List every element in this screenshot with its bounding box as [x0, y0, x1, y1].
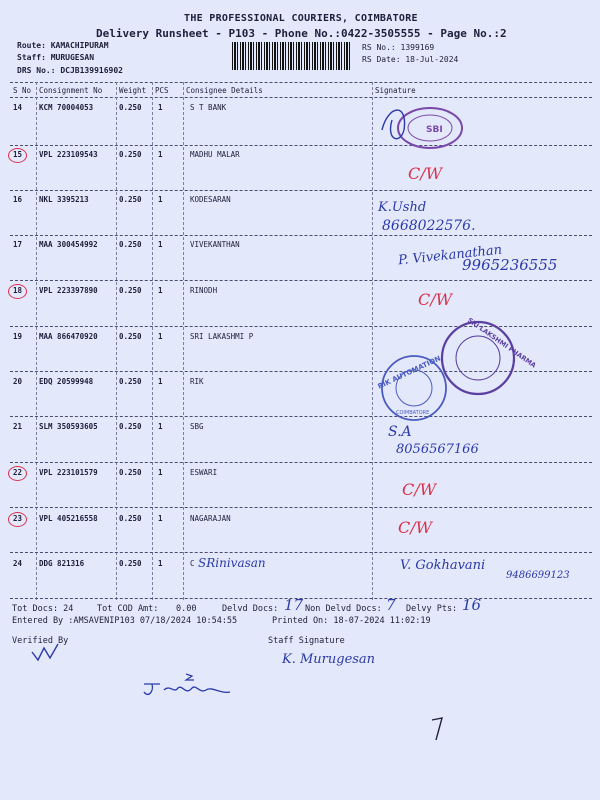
entered-by: Entered By :AMSAVENIP103 07/18/2024 10:54:55 — [12, 616, 238, 626]
row-weight: 0.250 — [119, 514, 142, 523]
red-circle-mark — [8, 512, 27, 527]
row-consignment: VPL 223101579 — [39, 468, 98, 477]
sri-lakshmi-stamp-text: SRI LAKSHMI PHARMA — [466, 316, 538, 370]
handwritten-name: SRinivasan — [198, 556, 266, 570]
table-row — [0, 286, 600, 298]
handwritten-cw: C/W — [398, 518, 433, 537]
verifier-initials — [28, 640, 68, 666]
table-row — [0, 422, 600, 434]
row-consignee: NAGARAJAN — [190, 514, 231, 523]
handwritten-cw: C/W — [408, 164, 443, 183]
handwritten-mark — [428, 714, 448, 744]
company-title: THE PROFESSIONAL COURIERS, COIMBATORE — [184, 13, 418, 24]
row-rule — [10, 235, 592, 236]
row-consignment: SLM 350593605 — [39, 422, 98, 431]
row-consignee: MADHU MALAR — [190, 150, 240, 159]
row-consignment: MAA 866470920 — [39, 332, 98, 341]
row-consignment: MAA 300454992 — [39, 240, 98, 249]
handwritten-phone: 9486699123 — [506, 570, 570, 581]
handwritten-phone: 9965236555 — [462, 256, 558, 274]
row-rule — [10, 462, 592, 463]
row-weight: 0.250 — [119, 332, 142, 341]
row-consignment: DDG 821316 — [39, 559, 85, 568]
row-pcs: 1 — [158, 332, 163, 341]
row-pcs: 1 — [158, 103, 163, 112]
row-weight: 0.250 — [119, 103, 142, 112]
delivery-points-label: Delvy Pts: — [406, 604, 458, 614]
row-consignment: KCM 70004053 — [39, 103, 94, 112]
handwritten-phone: 8668022576. — [382, 218, 476, 234]
rs-date: RS Date: 18-Jul-2024 — [362, 55, 459, 64]
table-row — [0, 468, 600, 480]
row-consignment: NKL 3395213 — [39, 195, 89, 204]
row-sno: 18 — [13, 286, 23, 295]
staff-label: Staff: MURUGESAN — [17, 53, 95, 62]
row-consignee: SRI LAKASHMI P — [190, 332, 254, 341]
row-pcs: 1 — [158, 195, 163, 204]
row-sno: 20 — [13, 377, 23, 386]
row-consignment: VPL 223397890 — [39, 286, 98, 295]
row-rule — [10, 145, 592, 146]
col-weight: Weight — [119, 86, 147, 95]
row-pcs: 1 — [158, 422, 163, 431]
row-consignee: ESWARI — [190, 468, 218, 477]
row-consignee: SBG — [190, 422, 204, 431]
row-rule — [10, 280, 592, 281]
handwritten-cw: C/W — [402, 480, 437, 499]
staff-signature: K. Murugesan — [282, 652, 376, 667]
row-consignee: RIK — [190, 377, 204, 386]
table-top-rule — [10, 82, 592, 83]
row-rule — [10, 552, 592, 553]
table-row — [0, 240, 600, 252]
delivery-points-count: 16 — [462, 596, 482, 614]
row-sno: 23 — [13, 514, 23, 523]
non-delivered-count: 7 — [386, 596, 396, 614]
rik-stamp-subtext: COIMBATORE — [396, 410, 430, 416]
row-rule — [10, 416, 592, 417]
row-weight: 0.250 — [119, 195, 142, 204]
total-cod-label: Tot COD Amt: — [97, 604, 159, 614]
row-sno: 14 — [13, 103, 23, 112]
row-pcs: 1 — [158, 377, 163, 386]
row-sno: 24 — [13, 559, 23, 568]
table-row — [0, 150, 600, 162]
total-cod-value: 0.00 — [176, 604, 197, 614]
sbi-stamp-text: SBI — [426, 125, 443, 135]
row-consignee: S T BANK — [190, 103, 227, 112]
row-consignee: RINODH — [190, 286, 218, 295]
handwritten-name: K.Ushd — [378, 200, 427, 215]
handwritten-name: P. Vivekanathan — [397, 242, 503, 269]
row-rule — [10, 190, 592, 191]
handwritten-cw: C/W — [418, 290, 453, 309]
col-consignee: Consignee Details — [186, 86, 263, 95]
row-weight: 0.250 — [119, 559, 142, 568]
col-signature: Signature — [375, 86, 416, 95]
table-row — [0, 195, 600, 207]
col-consignment: Consignment No — [39, 86, 103, 95]
row-weight: 0.250 — [119, 468, 142, 477]
row-rule — [10, 507, 592, 508]
row-sno: 19 — [13, 332, 23, 341]
verified-by-label: Verified By — [12, 636, 69, 646]
rik-automation-stamp — [376, 352, 456, 422]
staff-signature-label: Staff Signature — [268, 636, 345, 646]
row-sno: 22 — [13, 468, 23, 477]
table-header-rule — [10, 97, 592, 98]
red-circle-mark — [8, 284, 27, 299]
table-row — [0, 103, 600, 115]
row-weight: 0.250 — [119, 150, 142, 159]
handwritten-signature: V. Gokhavani — [400, 558, 486, 573]
row-consignment: VPL 223109543 — [39, 150, 98, 159]
row-sno: 21 — [13, 422, 23, 431]
row-consignee: VIVEKANTHAN — [190, 240, 240, 249]
handwritten-phone: 8056567166 — [396, 442, 479, 457]
red-circle-mark — [8, 466, 27, 481]
table-row — [0, 514, 600, 526]
row-weight: 0.250 — [119, 286, 142, 295]
row-consignment: VPL 405216558 — [39, 514, 98, 523]
row-sno: 16 — [13, 195, 23, 204]
red-circle-mark — [8, 148, 27, 163]
row-consignee: KODESARAN — [190, 195, 231, 204]
sbi-stamp — [378, 100, 468, 152]
col-pcs: PCS — [155, 86, 169, 95]
runsheet-title: Delivery Runsheet - P103 - Phone No.:0422-3505555 - Page No.:2 — [96, 27, 507, 40]
row-consignee: C — [190, 559, 195, 568]
row-pcs: 1 — [158, 286, 163, 295]
non-delivered-label: Non Delvd Docs: — [305, 604, 382, 614]
barcode — [232, 42, 352, 70]
handwritten-signature-scribble — [140, 670, 240, 702]
row-pcs: 1 — [158, 240, 163, 249]
row-sno: 15 — [13, 150, 23, 159]
printed-on: Printed On: 18-07-2024 11:02:19 — [272, 616, 431, 626]
delivered-docs-label: Delvd Docs: — [222, 604, 279, 614]
total-docs: Tot Docs: 24 — [12, 604, 74, 614]
row-weight: 0.250 — [119, 422, 142, 431]
route-label: Route: KAMACHIPURAM — [17, 41, 109, 50]
row-weight: 0.250 — [119, 377, 142, 386]
row-pcs: 1 — [158, 559, 163, 568]
row-consignment: EDQ 20599948 — [39, 377, 94, 386]
row-pcs: 1 — [158, 468, 163, 477]
col-sno: S No — [13, 86, 32, 95]
rik-stamp-text: RIK AUTOMATION — [376, 354, 443, 391]
row-pcs: 1 — [158, 514, 163, 523]
delivered-count: 17 — [284, 596, 304, 614]
row-pcs: 1 — [158, 150, 163, 159]
row-weight: 0.250 — [119, 240, 142, 249]
drs-number: DRS No.: DCJB139916902 — [17, 66, 123, 75]
rs-number: RS No.: 1399169 — [362, 43, 435, 52]
handwritten-name: S.A — [388, 424, 412, 440]
row-sno: 17 — [13, 240, 23, 249]
